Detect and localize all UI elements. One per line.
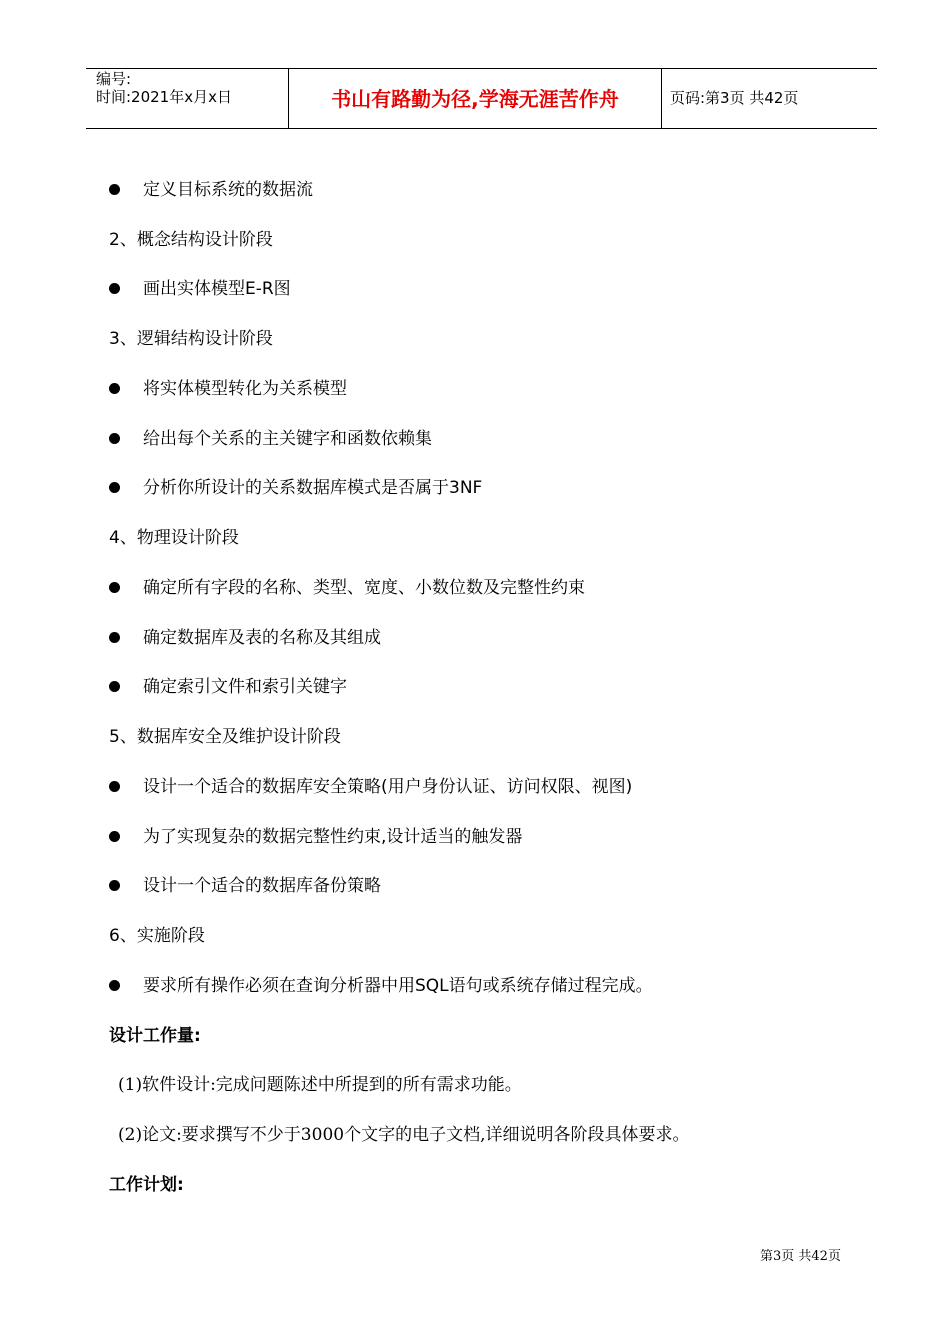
bullet-icon xyxy=(109,283,120,294)
list-item-text: 设计一个适合的数据库安全策略(用户身份认证、访问权限、视图) xyxy=(143,777,633,797)
list-item-text: 分析你所设计的关系数据库模式是否属于3NF xyxy=(143,478,483,498)
list-item-text: 确定所有字段的名称、类型、宽度、小数位数及完整性约束 xyxy=(143,578,585,598)
header-meta xyxy=(96,70,232,106)
footer-page-number: 第3页 共42页 xyxy=(760,1249,841,1264)
workload-item: (1)软件设计:完成问题陈述中所提到的所有需求功能。 xyxy=(118,1075,522,1095)
list-item-text: 将实体模型转化为关系模型 xyxy=(143,379,347,399)
section-title: 5、数据库安全及维护设计阶段 xyxy=(109,727,341,747)
bullet-icon xyxy=(109,433,120,444)
list-item-text: 确定索引文件和索引关键字 xyxy=(143,677,347,697)
bullet-icon xyxy=(109,880,120,891)
bullet-icon xyxy=(109,582,120,593)
list-item-text: 定义目标系统的数据流 xyxy=(143,180,313,200)
bullet-icon xyxy=(109,383,120,394)
list-item-text: 为了实现复杂的数据完整性约束,设计适当的触发器 xyxy=(143,827,523,847)
header-top-rule xyxy=(86,68,877,69)
bullet-icon xyxy=(109,632,120,643)
header-page-number: 页码:第3页 共42页 xyxy=(670,89,799,107)
bullet-icon xyxy=(109,831,120,842)
list-item-text: 确定数据库及表的名称及其组成 xyxy=(143,628,381,648)
bullet-icon xyxy=(109,980,120,991)
list-item-text: 要求所有操作必须在查询分析器中用SQL语句或系统存储过程完成。 xyxy=(143,976,653,996)
section-title: 2、概念结构设计阶段 xyxy=(109,230,273,250)
plan-heading: 工作计划: xyxy=(109,1175,184,1195)
bullet-icon xyxy=(109,781,120,792)
header-time: 时间:2021年x月x日 xyxy=(96,88,232,106)
header-number: 编号: xyxy=(96,70,132,88)
header-motto: 书山有路勤为径,学海无涯苦作舟 xyxy=(331,87,619,111)
header-divider xyxy=(661,68,662,129)
header-bottom-rule xyxy=(86,128,877,129)
workload-item: (2)论文:要求撰写不少于3000个文字的电子文档,详细说明各阶段具体要求。 xyxy=(118,1125,690,1145)
section-title: 4、物理设计阶段 xyxy=(109,528,239,548)
section-title: 3、逻辑结构设计阶段 xyxy=(109,329,273,349)
list-item-text: 画出实体模型E-R图 xyxy=(143,279,291,299)
workload-heading: 设计工作量: xyxy=(109,1026,201,1046)
bullet-icon xyxy=(109,681,120,692)
bullet-icon xyxy=(109,184,120,195)
list-item-text: 设计一个适合的数据库备份策略 xyxy=(143,876,381,896)
bullet-icon xyxy=(109,482,120,493)
list-item-text: 给出每个关系的主关键字和函数依赖集 xyxy=(143,429,432,449)
section-title: 6、实施阶段 xyxy=(109,926,205,946)
